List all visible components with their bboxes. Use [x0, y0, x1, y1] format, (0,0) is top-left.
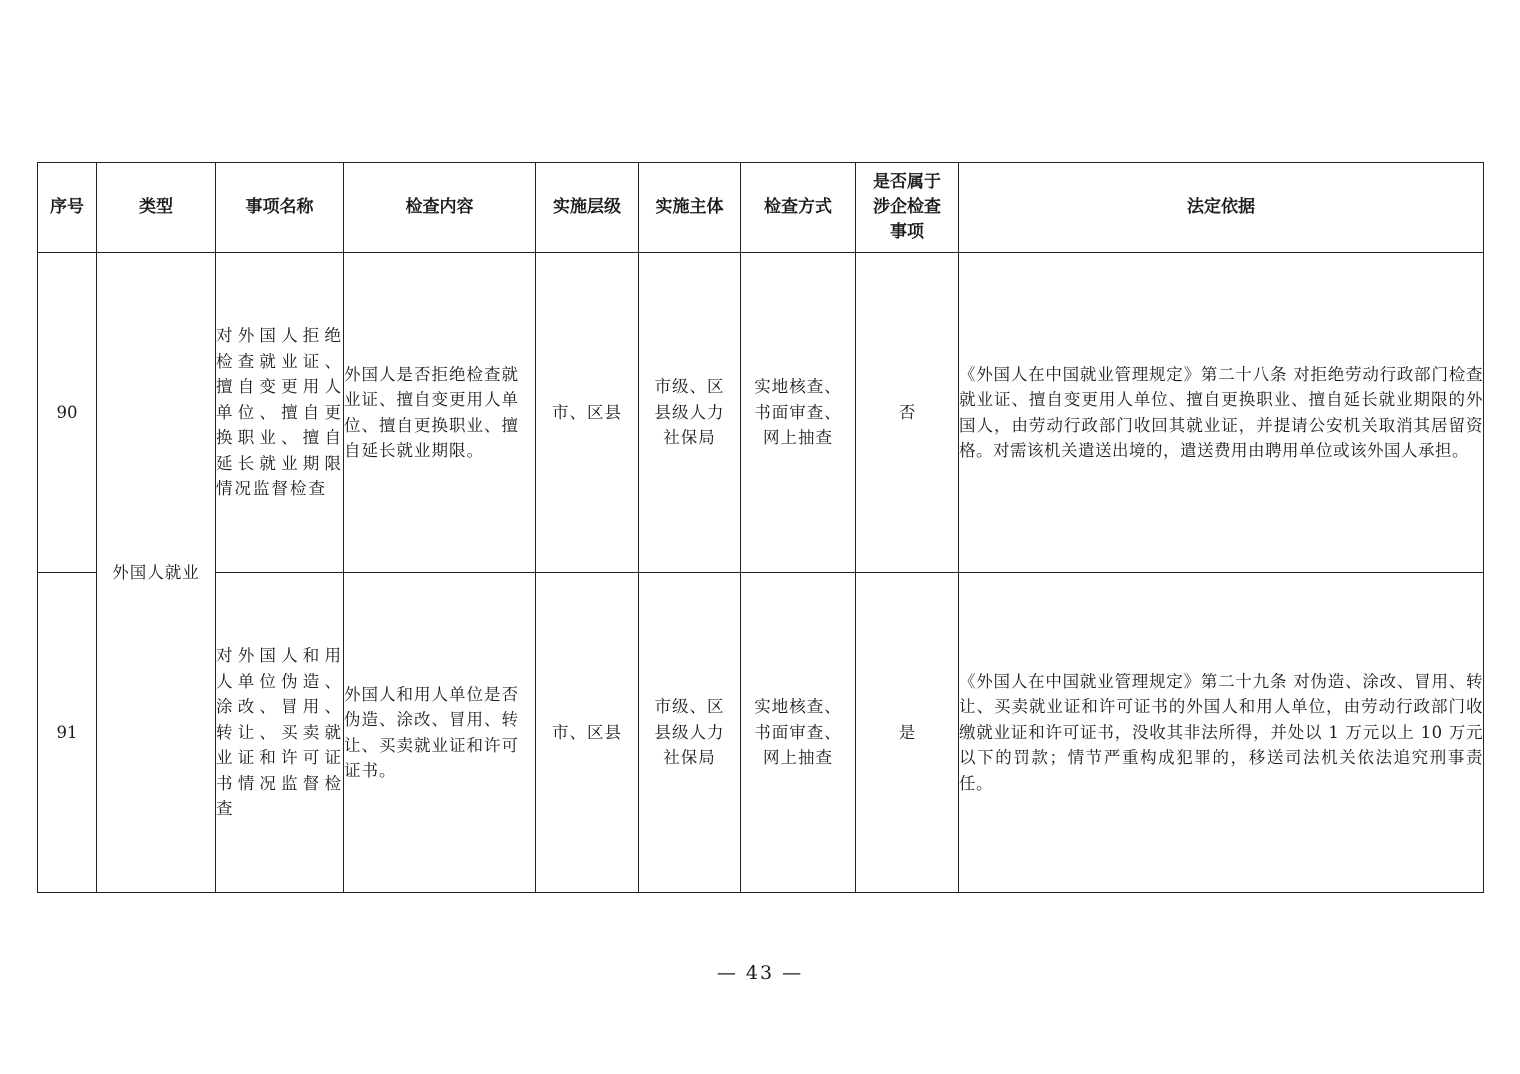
header-enterprise: [856, 163, 959, 253]
row-enterprise: 否: [856, 253, 959, 573]
row-enterprise: 是: [856, 573, 959, 893]
row-content: 外国人是否拒绝检查就业证、擅自变更用人单位、擅自更换职业、擅自延长就业期限。: [344, 253, 536, 573]
row-subject: 市级、区县级人力社保局: [639, 573, 741, 893]
row-type: 外国人就业: [97, 253, 216, 893]
row-subject: 市级、区县级人力社保局: [639, 253, 741, 573]
table-row: [38, 573, 1484, 893]
header-content: 检查内容: [344, 163, 536, 253]
header-level: 实施层级: [536, 163, 639, 253]
header-type: 类型: [97, 163, 216, 253]
row-level: 市、区县: [536, 253, 639, 573]
row-method: 实地核查、书面审查、网上抽查: [741, 253, 856, 573]
page-number: — 43 —: [716, 962, 804, 984]
row-content: 外国人和用人单位是否伪造、涂改、冒用、转让、买卖就业证和许可证书。: [344, 573, 536, 893]
row-basis: 《外国人在中国就业管理规定》第二十八条 对拒绝劳动行政部门检查就业证、擅自变更用人单位、擅自更换职业、擅自延长就业期限的外国人，由劳动行政部门收回其就业证，并提请公安机关取消其居留资格。对需该机关遣送出境的，遣送费用由聘用单位或该外国人承担。: [959, 253, 1484, 573]
table-row: [38, 253, 1484, 573]
header-seq: 序号: [38, 163, 97, 253]
row-item-name: 对外国人拒绝检查就业证、擅自变更用人单位、擅自更换职业、擅自延长就业期限情况监督检查: [216, 253, 344, 573]
inspection-items-table: [37, 162, 1484, 893]
header-basis: 法定依据: [959, 163, 1484, 253]
row-basis: 《外国人在中国就业管理规定》第二十九条 对伪造、涂改、冒用、转让、买卖就业证和许可证书的外国人和用人单位，由劳动行政部门收缴就业证和许可证书，没收其非法所得，并处以 1 万元以上 10 万元以下的罚款；情节严重构成犯罪的，移送司法机关依法追究刑事责任。: [959, 573, 1484, 893]
row-level: 市、区县: [536, 573, 639, 893]
header-enterprise-line2: 涉企检查: [873, 197, 941, 217]
header-enterprise-line3: 事项: [890, 222, 924, 242]
header-item-name: 事项名称: [216, 163, 344, 253]
row-method: 实地核查、书面审查、网上抽查: [741, 573, 856, 893]
row-item-name: 对外国人和用人单位伪造、涂改、冒用、转让、买卖就业证和许可证书情况监督检查: [216, 573, 344, 893]
row-seq: 90: [38, 253, 97, 573]
header-method: 检查方式: [741, 163, 856, 253]
header-row: [38, 163, 1484, 253]
header-enterprise-line1: 是否属于: [873, 172, 941, 192]
header-subject: 实施主体: [639, 163, 741, 253]
row-seq: 91: [38, 573, 97, 893]
